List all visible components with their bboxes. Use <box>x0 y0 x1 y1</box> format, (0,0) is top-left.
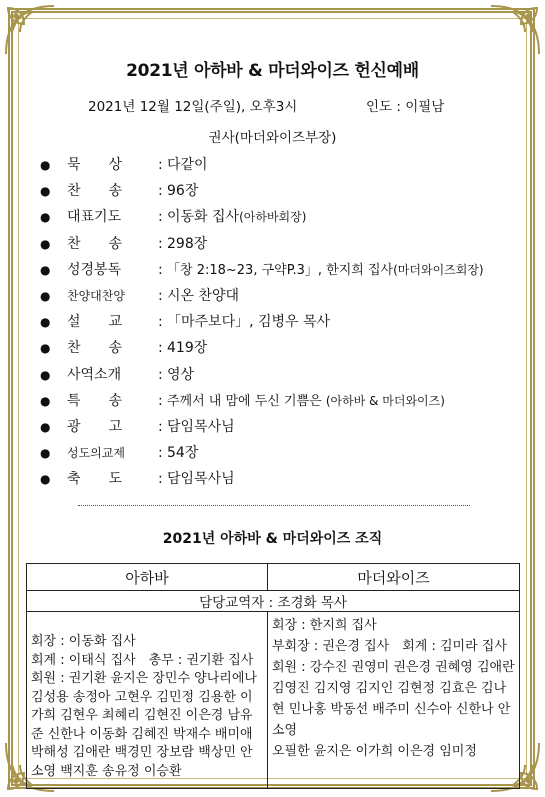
page-title: 2021년 아하바 & 마더와이즈 헌신예배 <box>126 61 419 81</box>
order-item: ● 성도의교제 : 54장 <box>30 440 530 466</box>
order-label: 성경봉독 <box>67 261 122 278</box>
bullet-icon: ● <box>40 262 51 277</box>
bullet-icon: ● <box>40 236 51 251</box>
service-leader-role: 권사(마더와이즈부장) <box>208 130 337 146</box>
org-line: 회장 : 이동화 집사 <box>31 634 136 649</box>
bullet-icon: ● <box>40 419 51 434</box>
order-label: 축 도 <box>67 471 123 488</box>
order-label: 설 교 <box>67 314 123 331</box>
org-line: 회원 : 강수진 권영미 권은경 권혜영 김애란 <box>272 660 515 675</box>
bullet-icon: ● <box>40 210 51 225</box>
service-date: 2021년 12월 12일(주일), 오후3시 <box>88 99 298 115</box>
order-item: ● 찬양대찬양 : 시온 찬양대 <box>30 283 530 309</box>
order-item: ● 찬 송 : 298장 <box>30 231 530 257</box>
order-value: 「마주보다」, 김병우 목사 <box>167 314 331 331</box>
order-item: ● 사역소개 : 영상 <box>30 362 530 388</box>
corner-ornament-icon <box>487 2 543 58</box>
org-line: 회장 : 한지희 집사 <box>272 618 377 633</box>
corner-ornament-icon <box>2 2 58 58</box>
order-note: (마더와이즈회장) <box>393 262 484 277</box>
order-value: 96장 <box>167 183 199 200</box>
org-line: 부회장 : 권은경 집사 회계 : 김미라 집사 <box>272 639 507 654</box>
order-of-service <box>30 152 530 492</box>
order-label: 광 고 <box>67 418 123 435</box>
order-label: 특 송 <box>67 392 123 409</box>
order-item: ● 설 교 : 「마주보다」, 김병우 목사 <box>30 309 530 335</box>
order-note: (아하바회장) <box>239 210 307 225</box>
bullet-icon: ● <box>40 341 51 356</box>
order-value: 다같이 <box>167 157 208 173</box>
order-item: ● 특 송 : 주께서 내 맘에 두신 기쁨은 (아하바 & 마더와이즈) <box>30 388 530 414</box>
bullet-icon: ● <box>40 315 51 330</box>
bullet-icon: ● <box>40 184 51 199</box>
org-column-header: 마더와이즈 <box>268 564 520 591</box>
bullet-icon: ● <box>40 446 51 461</box>
order-label: 대표기도 <box>67 209 122 226</box>
bullet-icon: ● <box>40 158 51 172</box>
order-value: 298장 <box>167 235 208 252</box>
order-value: 419장 <box>167 340 208 357</box>
order-value: 담임목사님 <box>167 418 235 435</box>
bullet-icon: ● <box>40 393 51 408</box>
order-value: 영상 <box>167 366 195 383</box>
order-value: 주께서 내 맘에 두신 기쁨은 <box>167 393 322 409</box>
org-line: 김영진 김지영 김지인 김현정 김효은 김나현 민나홍 박동선 배주미 신수아 신한나 안소영 <box>272 681 511 738</box>
org-line: 김성용 송정아 고현우 김민정 김용한 이가희 김현우 최혜리 김현진 이은경 남유준 신한나 이동화 김혜진 박재수 배미애 박해성 김애란 백경민 장보람 백상민 안소영 백지훈 송유정 이승환 <box>31 689 253 779</box>
order-label: 찬양대찬양 <box>67 288 125 303</box>
order-item: ● 묵 상 : 다같이 <box>30 152 530 178</box>
org-line: 회원 : 권기환 윤지은 장민수 양나리에나 <box>31 671 257 686</box>
org-line: 회계 : 이태식 집사 총무 : 권기환 집사 <box>31 652 254 668</box>
order-item: ● 대표기도 : 이동화 집사(아하바회장) <box>30 204 530 230</box>
order-label: 찬 송 <box>67 235 123 252</box>
org-column-header: 아하바 <box>27 564 268 591</box>
order-label: 찬 송 <box>67 183 123 200</box>
order-label: 묵 상 <box>67 157 123 173</box>
order-value: 「창 2:18~23, 구약P.3」, 한지희 집사 <box>167 262 394 278</box>
order-note: (아하바 & 마더와이즈) <box>325 393 445 408</box>
order-label: 사역소개 <box>67 366 122 383</box>
org-title: 2021년 아하바 & 마더와이즈 조직 <box>162 531 383 547</box>
order-label: 성도의교제 <box>67 446 125 461</box>
order-item: ● 성경봉독 : 「창 2:18~23, 구약P.3」, 한지희 집사(마더와이즈회장) <box>30 257 530 283</box>
order-item: ● 광 고 : 담임목사님 <box>30 414 530 440</box>
order-item: ● 찬 송 : 96장 <box>30 178 530 204</box>
order-value: 시온 찬양대 <box>167 287 240 304</box>
order-value: 54장 <box>167 445 199 462</box>
bullet-icon: ● <box>40 367 51 382</box>
org-line: 오필한 윤지은 이가희 이은경 임미정 <box>272 744 477 759</box>
org-left-cell <box>27 612 268 789</box>
org-right-cell <box>268 612 520 789</box>
order-item: ● 축 도 : 담임목사님 <box>30 466 530 492</box>
order-value: 이동화 집사 <box>167 209 240 226</box>
pastor-row: 담당교역자 : 조경화 목사 <box>27 591 520 612</box>
order-label: 찬 송 <box>67 340 123 357</box>
bullet-icon: ● <box>40 472 51 487</box>
org-table <box>26 563 520 789</box>
order-value: 담임목사님 <box>167 471 235 488</box>
bullet-icon: ● <box>40 288 51 303</box>
dotted-divider <box>78 505 470 506</box>
order-item: ● 찬 송 : 419장 <box>30 335 530 361</box>
service-leader: 인도 : 이필남 <box>366 99 445 115</box>
